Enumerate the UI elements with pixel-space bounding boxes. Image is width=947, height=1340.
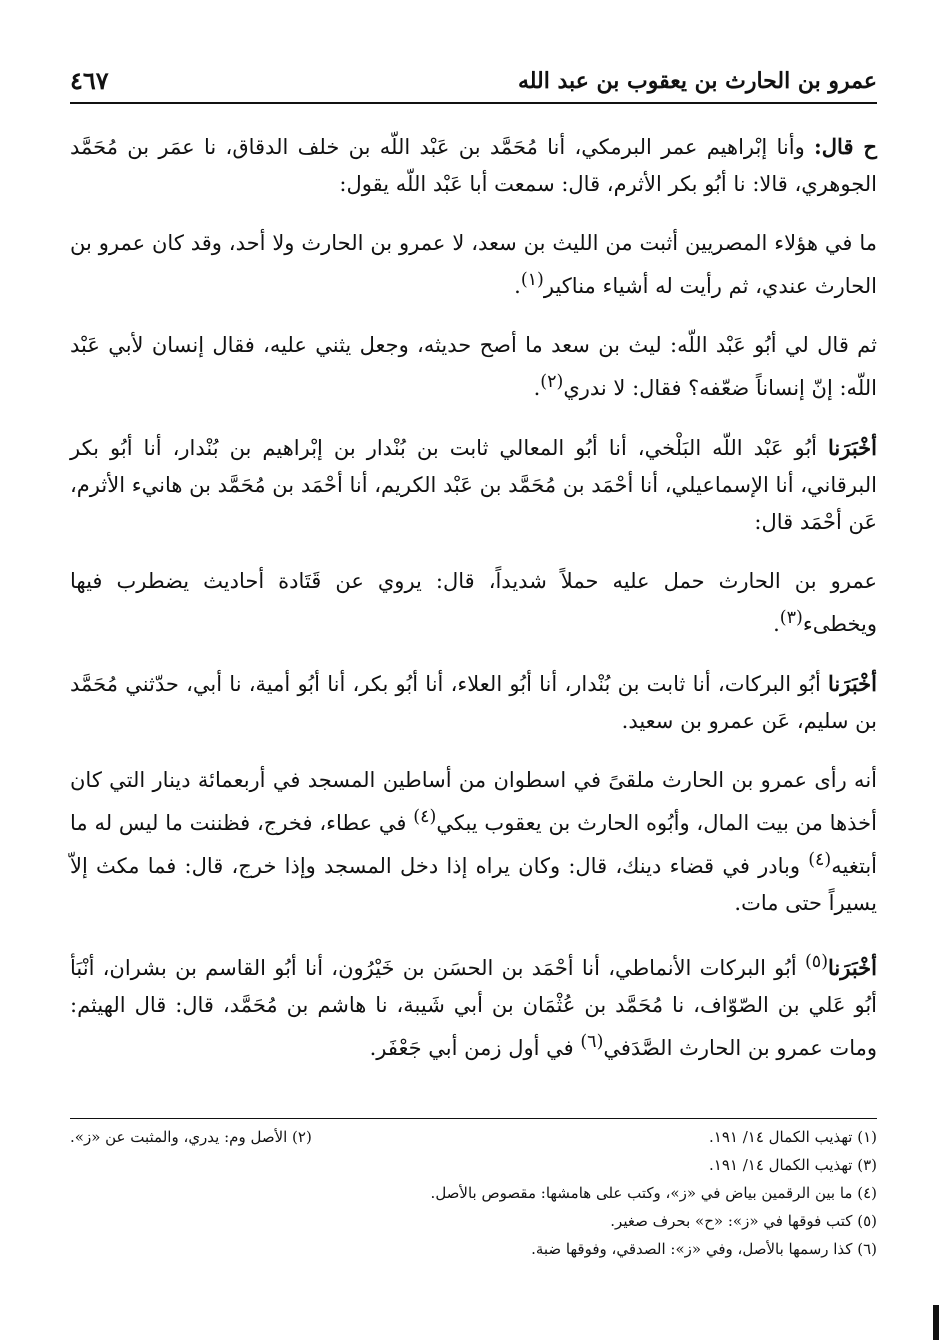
paragraph-lead: أخْبَرَنا — [828, 955, 877, 980]
paragraph-text: عمرو بن الحارث حمل عليه حملاً شديداً، قال: يروي عن قَتَادة أحاديث يضطرب فيها ويخطىء — [70, 569, 877, 636]
footnote-ref: (٥) — [804, 952, 829, 972]
paragraph-end: . — [773, 612, 780, 636]
footnote-ref: (٢) — [540, 372, 564, 392]
paragraph-lead: أخْبَرَنا — [828, 435, 877, 460]
footnote-1: (١) تهذيب الكمال ١٤/ ١٩١. — [708, 1128, 877, 1146]
paragraph-5 — [70, 563, 877, 643]
paragraph-lead: ح قال: — [814, 134, 877, 159]
footnote-4: (٤) ما بين الرقمين بياض في «ز»، وكتب على هامشها: مقصوص بالأصل. — [430, 1184, 877, 1202]
footnote-3: (٣) تهذيب الكمال ١٤/ ١٩١. — [708, 1156, 877, 1174]
paragraph-text: أبُو البركات، أنا ثابت بن بُنْدار، أنا أبُو العلاء، أنا أبُو بكر، أنا أبُو أمية، نا أبي، حدّثني مُحَمَّد بن سليم، عَن عمرو بن سعيد. — [70, 672, 877, 733]
running-title: عمرو بن الحارث بن يعقوب بن عبد الله — [517, 68, 877, 94]
paragraph-text: أبُو البركات الأنماطي، أنا أحْمَد بن الحسَن بن خَيْرُون، أنا أبُو القاسم بن بشران، أنْبَأ أبُو عَلي بن الصّوّاف، نا مُحَمَّد بن عُثْمَان بن أبي شَيبة، نا هاشم بن مُحَمَّد، قال: قال الهيثم: ومات عمرو بن الحارث الصَّدَفي — [70, 956, 877, 1060]
paragraph-8 — [70, 944, 877, 1067]
footnote-2: (٢) الأصل وم: يدري، والمثبت عن «ز». — [70, 1128, 312, 1146]
page-edge-mark — [933, 1305, 939, 1340]
footnotes — [70, 1118, 877, 1263]
main-text — [70, 128, 877, 1089]
footnote-ref: (٤) — [808, 850, 832, 870]
paragraph-6 — [70, 665, 877, 740]
paragraph-end: . — [533, 376, 541, 400]
footnote-5: (٥) كتب فوقها في «ز»: «ح» بحرف صغير. — [610, 1212, 877, 1230]
paragraph-4 — [70, 429, 877, 541]
paragraph-text: أبُو عَبْد اللّه البَلْخي، أنا أبُو المعالي ثابت بن بُنْدار بن إبْراهيم بن بُنْدار، أنا أبُو بكر البرقاني، أنا الإسماعيلي، أنا أحْمَد بن مُحَمَّد بن عَبْد الكريم، أنا أحْمَد بن مُحَمَّد بن هانيء الأثرم، عَن أحْمَد قال: — [70, 436, 877, 534]
paragraph-3 — [70, 327, 877, 407]
paragraph-7 — [70, 762, 877, 922]
footnote-ref: (٣) — [779, 608, 803, 628]
page-number: ٤٦٧ — [70, 66, 109, 95]
footnote-row — [70, 1123, 877, 1151]
page-header — [70, 62, 877, 104]
paragraph-lead: أخْبَرَنا — [828, 671, 877, 696]
paragraph-text: في أول زمن أبي جَعْفَر. — [369, 1036, 581, 1060]
paragraph-text: ما في هؤلاء المصريين أثبت من الليث بن سعد، لا عمرو بن الحارث ولا أحد، وقد كان عمرو بن الحارث عندي، ثم رأيت له أشياء مناكير — [70, 231, 877, 298]
paragraph-1 — [70, 128, 877, 203]
footnote-ref: (١) — [520, 270, 544, 290]
paragraph-text: ثم قال لي أبُو عَبْد اللّه: ليث بن سعد ما أصح حديثه، وجعل يثني عليه، فقال إنسان لأبي عَبْد اللّه: إنّ إنساناً ضعّفه؟ فقال: لا ندري — [70, 333, 877, 400]
paragraph-text: وبادر في قضاء دينك، قال: وكان يراه إذا دخل المسجد وإذا خرج، قال: فما مكث إلاّ يسيراً حتى مات. — [70, 854, 877, 915]
paragraph-2 — [70, 225, 877, 305]
paragraph-end: . — [514, 274, 521, 298]
paragraph-text: في عطاء، فخرج، فظننت ما ليس له ما أبتغيه — [70, 811, 877, 878]
footnote-ref: (٦) — [580, 1032, 604, 1052]
paragraph-text: أنه رأى عمرو بن الحارث ملقىً في اسطوان من أساطين المسجد في أربعمائة دينار التي كان أخذها من بيت المال، وأبُوه الحارث بن يعقوب يبكي — [70, 768, 877, 835]
footnote-ref: (٤) — [413, 807, 437, 827]
footnote-6: (٦) كذا رسمها بالأصل، وفي «ز»: الصدقي، وفوقها ضبة. — [531, 1240, 877, 1258]
paragraph-text: وأنا إبْراهيم عمر البرمكي، أنا مُحَمَّد بن عَبْد اللّه بن خلف الدقاق، نا عمَر بن مُحَمَّد الجوهري، قالا: نا أبُو بكر الأثرم، قال: سمعت أبا عَبْد اللّه يقول: — [70, 135, 877, 196]
